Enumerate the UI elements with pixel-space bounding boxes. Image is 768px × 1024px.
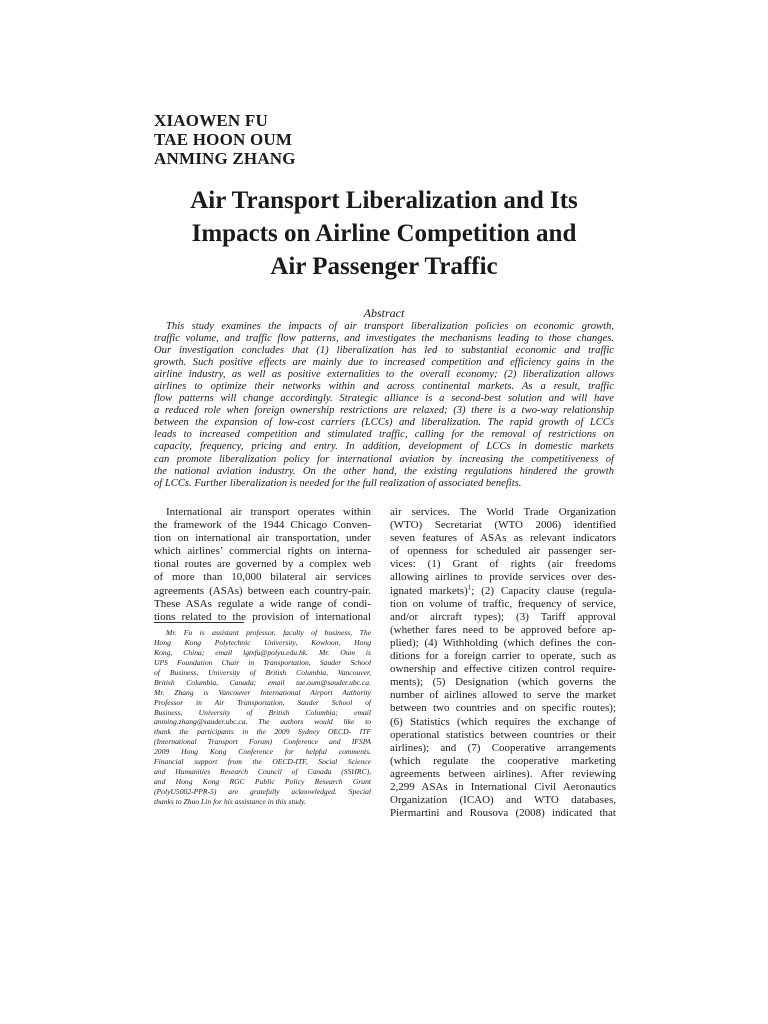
body-line: (WTO) Secretariat (WTO 2006) identified [390,519,616,532]
body-line: ments); (5) Designation (which governs the [390,676,616,689]
footnote-line: British Columbia, Canada; email tae.oum@sauder.ubc.ca. [154,677,371,687]
title-line: Air Passenger Traffic [270,253,498,280]
body-line: airlines); and (7) Cooperative arrangements [390,741,616,754]
title-line: Air Transport Liberalization and Its [190,187,578,214]
body-line: the framework of the 1944 Chicago Conven- [154,519,371,532]
body-line: operational statistics between countries or their [390,728,616,741]
body-line: (6) Statistics (which requires the exchange of [390,715,616,728]
body-line: These ASAs regulate a wide range of condi- [154,597,371,610]
author-name: TAE HOON OUM [154,130,293,149]
footnote-line: and Hong Kong RGC Public Policy Research Grant [154,777,371,787]
body-line: plied); (4) Withholding (which defines the con- [390,636,616,649]
body-line: seven features of ASAs as relevant indicators [390,532,616,545]
body-line: Piermartini and Rousova (2008) indicated that [390,807,616,820]
body-column-left [154,506,371,624]
abstract-line: This study examines the impacts of air transport liberalization policies on economic growth, [166,321,614,332]
body-line: agreements between airlines). After reviewing [390,767,616,780]
abstract-line: traffic volume, and traffic flow patterns, and investigates the mechanisms leading to those changes. [154,333,614,345]
body-line: which airlines’ commercial rights on interna- [154,545,371,558]
body-line: number of airlines allowed to serve the market [390,689,616,702]
body-text-fragment: ; (2) Capacity clause (regula- [471,584,616,597]
author-name: XIAOWEN FU [154,111,268,130]
body-text-fragment: ignated markets) [390,584,468,597]
footnote-line: thank the participants in the 2009 Sydney OECD- ITF [154,727,371,737]
body-line: ownership and effective citizen control require- [390,663,616,676]
abstract-line: between the expansion of low-cost carriers (LCCs) and liberalization. The rapid growth of LCCs [154,417,614,429]
body-line: (which regulate the cooperative marketing [390,754,616,767]
abstract-line: capacity, frequency, pricing and entry. In addition, development of LCCs in domestic markets [154,441,614,453]
footnote-line: Financial support from the OECD-ITF, Social Science [154,757,371,767]
footnote-line: 2009 Hong Kong Conference for helpful comments. [154,747,371,757]
abstract-line: Our investigation concludes that (1) liberalization has led to substantial economic and traffic [154,345,614,357]
abstract-line: of LCCs. Further liberalization is needed for the full realization of associated benefits. [154,477,522,489]
footnote-line: anming.zhang@sauder.ubc.ca. The authors would like to [154,717,371,727]
body-column-right [390,506,616,820]
title-line: Impacts on Airline Competition and [191,220,577,247]
body-line-with-footnote-ref [390,582,616,598]
body-line: ditions for a foreign carrier to operate, such as [390,650,616,663]
body-line: 2,299 ASAs in International Civil Aeronautics [390,780,616,793]
footnote-reference[interactable]: 1 [467,582,472,591]
article-title [154,184,614,283]
body-line: vices: (1) Grant of rights (air freedoms [390,558,616,571]
footnote-line: Business, University of British Columbia; email [154,707,371,717]
footnote-line: Kong, China; email lgtxfu@polyu.edu.hk. Mr. Oum is [154,647,371,657]
author-list [154,111,296,168]
abstract-line: the national aviation industry. On the other hand, the existing regulations hindered the growth [154,465,614,477]
body-line: tions related to the provision of international [154,610,371,623]
footnote-line: and Humanities Research Council of Canada (SSHRC), [154,767,371,777]
abstract-heading: Abstract [363,306,405,320]
author-name: ANMING ZHANG [154,149,296,168]
footnote-line: Mr. Fu is assistant professor, faculty of business, The [166,628,371,637]
abstract-line: flow patterns will change accordingly. Strategic alliance is a second-best solution and will have [154,393,614,405]
body-line: allowing airlines to provide services over des- [390,571,616,584]
abstract-line: growth. Such positive effects are mainly due to increased competition and efficiency gains in the [154,357,614,369]
footnote-line: of Business, University of British Columbia, Vancouver, [154,667,371,677]
abstract-line: leads to increased competition and stimulated traffic, calling for the removal of restrictions on [154,429,614,441]
footnote-line: thanks to Zhuo Lin for his assistance in this study. [154,796,306,806]
body-line: of more than 10,000 bilateral air services [154,571,371,584]
body-line: tional routes are governed by a complex web [154,558,371,571]
footnote-line: (PolyU5002-PPR-5) are gratefully acknowledged. Special [154,787,371,796]
footnote-line: UPS Foundation Chair in Transportation, Sauder School [154,657,371,667]
body-line: tion on volume of traffic, frequency of service, [390,597,616,610]
abstract-line: airlines to optimize their networks within and across continental markets. As a result, traffic [154,381,614,393]
body-line: and/or aircraft types); (3) Tariff approval [390,610,616,623]
body-line: tion on international air transportation, under [154,532,371,545]
body-line: (whether fares need to be approved before ap- [390,623,616,636]
abstract-line: airline industry, as well as positive externalities to the overall economy; (2) liberalization allows [154,369,614,381]
body-line: International air transport operates within [166,506,371,518]
body-line: of openness for scheduled air passenger ser- [390,545,616,558]
body-line: between two countries and on specific routes); [390,702,616,715]
body-line: agreements (ASAs) between each country-pair. [154,584,371,597]
footnote-line: (International Transport Forum) Conference and IFSPA [154,737,371,747]
footnote-line: Mr. Zhang is Vancouver International Airport Authority [154,687,371,697]
abstract-body [154,321,614,490]
footnote-divider [154,622,244,623]
footnote-line: Professor in Air Transportation, Sauder School of [154,697,371,707]
body-line: Organization (ICAO) and WTO databases, [390,794,616,807]
abstract-line: a reduced role when foreign ownership restrictions are relaxed; (3) there is a two-way relationship [154,405,614,417]
footnote-line: Hong Kong Polytechnic University, Kowloon, Hong [154,637,371,647]
abstract-line: can promote liberalization policy for international aviation by increasing the competitiveness of [154,453,614,465]
body-line: air services. The World Trade Organization [390,506,616,518]
author-footnote [154,628,371,807]
